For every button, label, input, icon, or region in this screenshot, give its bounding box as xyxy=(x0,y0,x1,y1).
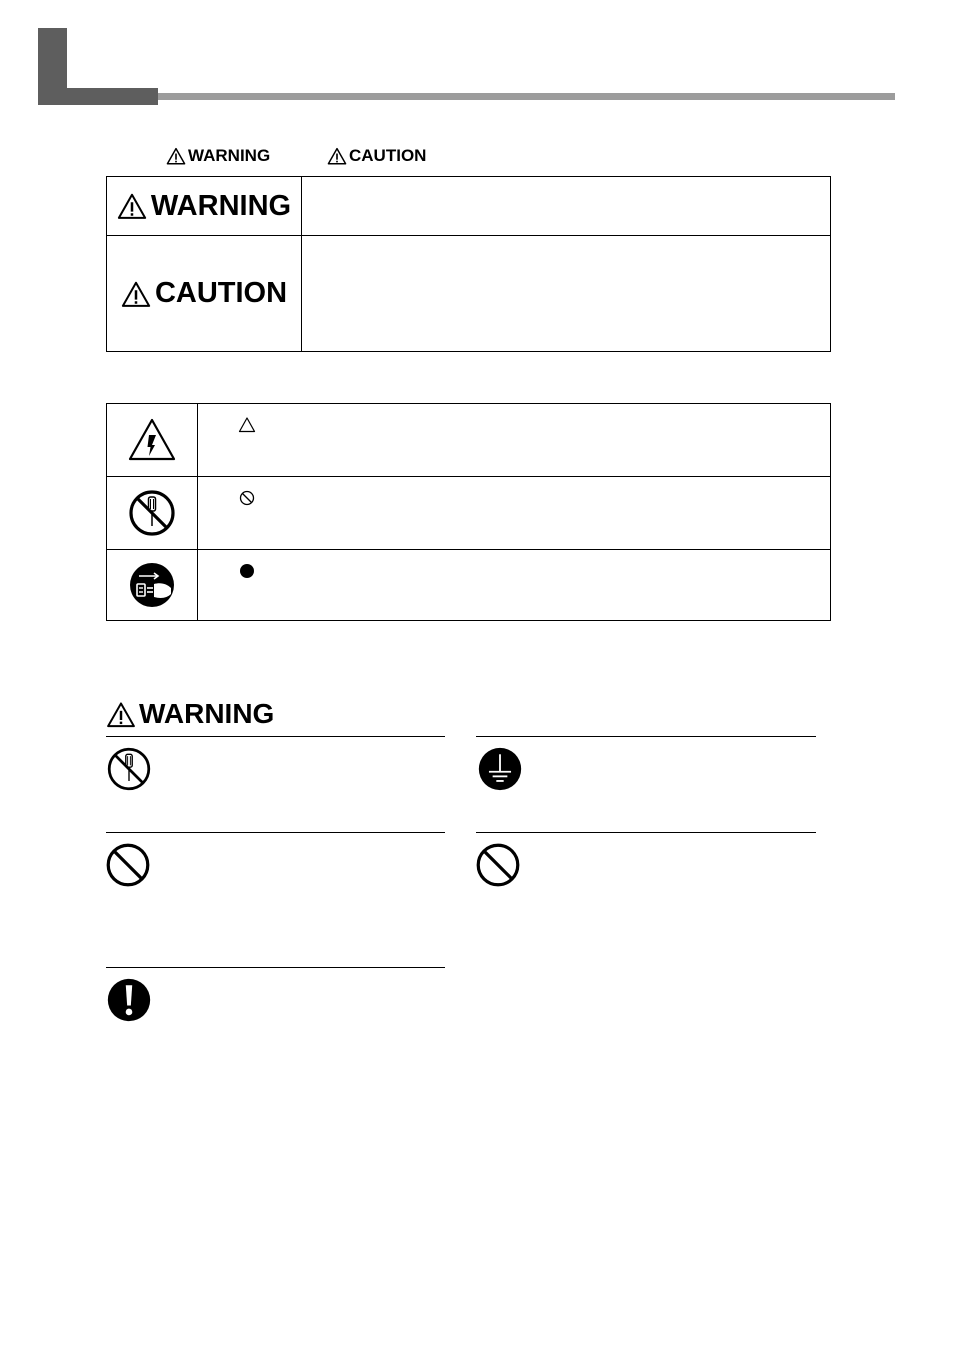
electric-shock-triangle-icon xyxy=(127,415,177,465)
symbol-row-mandatory xyxy=(107,550,830,620)
prohibition-icon xyxy=(475,842,521,888)
symbol-text-mandatory xyxy=(198,550,830,620)
symbol-row-triangle xyxy=(107,404,830,477)
definition-row-caution xyxy=(107,236,830,351)
symbol-row-prohibition xyxy=(107,477,830,550)
no-disassembly-icon xyxy=(127,488,177,538)
no-disassembly-icon xyxy=(106,746,152,792)
item-divider xyxy=(476,736,816,737)
warning-triangle-icon xyxy=(166,147,186,165)
item-divider xyxy=(476,832,816,833)
item-divider xyxy=(106,967,445,968)
prohibition-icon xyxy=(105,842,151,888)
header-block-foot xyxy=(38,88,158,105)
item-divider xyxy=(106,832,445,833)
definition-table xyxy=(106,176,831,352)
intro-warning-label: WARNING xyxy=(166,145,270,167)
warning-triangle-icon xyxy=(327,147,347,165)
symbol-text-triangle xyxy=(198,404,830,476)
item-divider xyxy=(106,736,445,737)
warning-triangle-icon xyxy=(121,280,151,308)
definition-text-caution xyxy=(302,236,830,351)
definition-label-warning: WARNING xyxy=(107,177,302,235)
warning-section-heading: WARNING xyxy=(106,698,274,730)
exclamation-icon xyxy=(106,977,152,1023)
symbol-text-prohibition xyxy=(198,477,830,549)
intro-caution-label: CAUTION xyxy=(327,145,426,167)
warning-triangle-icon xyxy=(117,192,147,220)
filled-circle-icon xyxy=(238,562,256,580)
unplug-icon xyxy=(127,560,177,610)
definition-label-caution: CAUTION xyxy=(107,236,302,351)
warning-triangle-icon xyxy=(106,701,136,728)
definition-text-warning xyxy=(302,177,830,235)
prohibition-circle-icon xyxy=(238,489,256,507)
symbol-table xyxy=(106,403,831,621)
header-rule xyxy=(158,93,895,100)
definition-row-warning xyxy=(107,177,830,236)
ground-icon xyxy=(477,746,523,792)
triangle-icon xyxy=(238,416,256,434)
